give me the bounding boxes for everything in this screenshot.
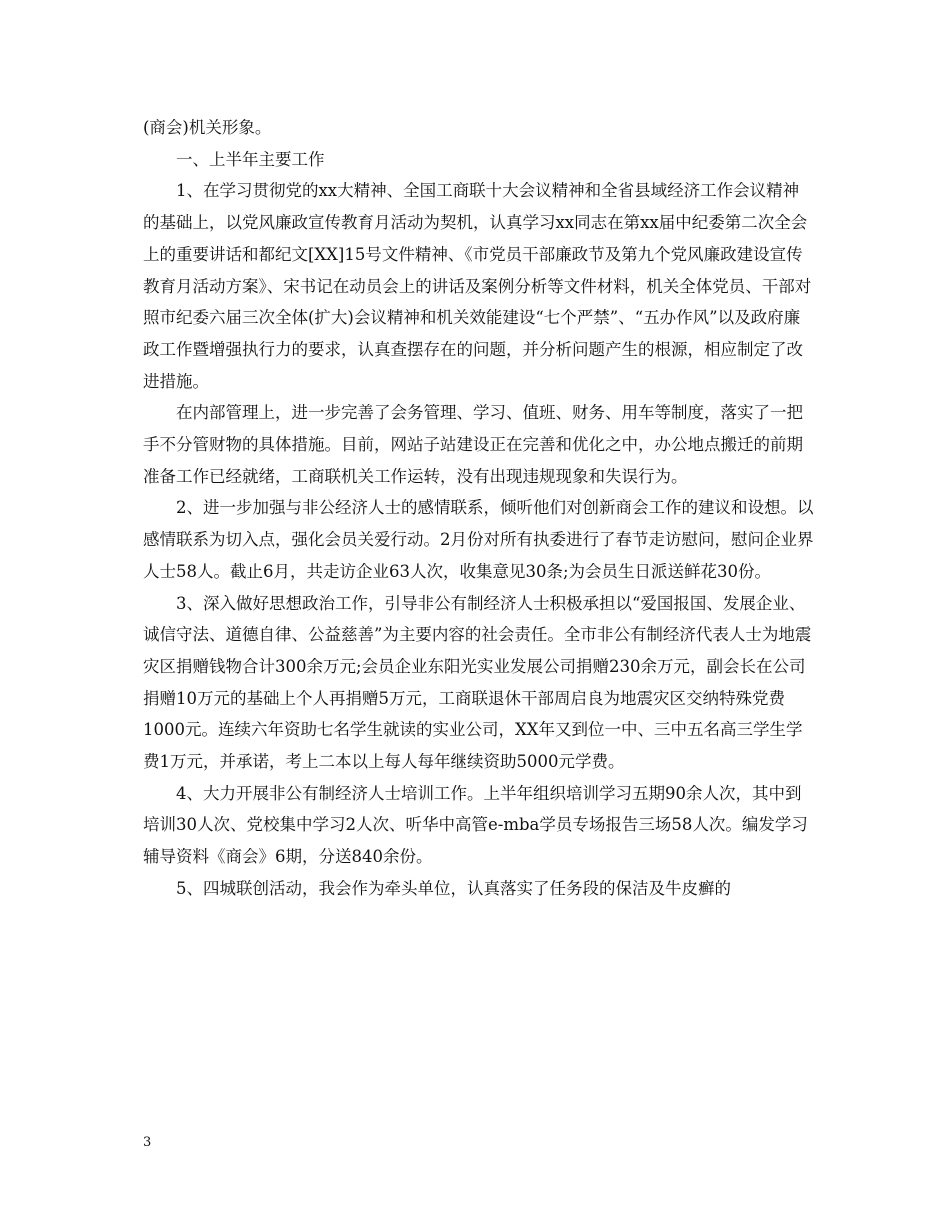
paragraph-item-1: 1、在学习贯彻党的xx大精神、全国工商联十大会议精神和全省县域经济工作会议精神的基础上，以党风廉政宣传教育月活动为契机，认真学习xx同志在第xx届中纪委第二次全会上的重要讲话和都纪文[XX]15号文件精神、《市党员干部廉政节及第九个党风廉政建设宣传教育月活动方案》、宋书记在动员会上的讲话及案例分析等文件材料，机关全体党员、干部对照市纪委六届三次全体(扩大)会议精神和机关效能建设“七个严禁”、“五办作风”以及政府廉政工作暨增强执行力的要求，认真查摆存在的问题，并分析问题产生的根源，相应制定了改进措施。 (143, 181, 812, 391)
paragraph-item-5: 5、四城联创活动，我会作为牵头单位，认真落实了任务段的保洁及牛皮癣的 (176, 878, 731, 898)
page-number: 3 (143, 1135, 152, 1150)
paragraph-internal-management: 在内部管理上，进一步完善了会务管理、学习、值班、财务、用车等制度，落实了一把手不分管财物的具体措施。目前，网站子站建设正在完善和优化之中，办公地点搬迁的前期准备工作已经就绪，工商联机关工作运转，没有出现违规现象和失误行为。 (143, 403, 803, 486)
paragraph-closing-line: (商会)机关形象。 (143, 118, 272, 137)
page-body (143, 112, 815, 905)
paragraph-item-2: 2、进一步加强与非公经济人士的感情联系，倾听他们对创新商会工作的建议和设想。以感情联系为切入点，强化会员关爱行动。2月份对所有执委进行了春节走访慰问，慰问企业界人士58人。截止6月，共走访企业63人次，收集意见30条;为会员生日派送鲜花30份。 (143, 498, 814, 581)
paragraph-item-4: 4、大力开展非公有制经济人士培训工作。上半年组织培训学习五期90余人次，其中到培训30人次、党校集中学习2人次、听华中高管e-mba学员专场报告三场58人次。编发学习辅导资料《商会》6期，分送840余份。 (143, 783, 808, 867)
paragraph-item-3: 3、深入做好思想政治工作，引导非公有制经济人士积极承担以“爱国报国、发展企业、诚信守法、道德自律、公益慈善”为主要内容的社会责任。全市非公有制经济代表人士为地震灾区捐赠钱物合计300余万元;会员企业东阳光实业发展公司捐赠230余万元，副会长在公司捐赠10万元的基础上个人再捐赠5万元，工商联退休干部周启良为地震灾区交纳特殊党费1000元。连续六年资助七名学生就读的实业公司，XX年又到位一中、三中五名高三学生学费1万元，并承诺，考上二本以上每人每年继续资助5000元学费。 (143, 593, 812, 772)
section-heading-first-half-work: 一、上半年主要工作 (176, 149, 325, 169)
